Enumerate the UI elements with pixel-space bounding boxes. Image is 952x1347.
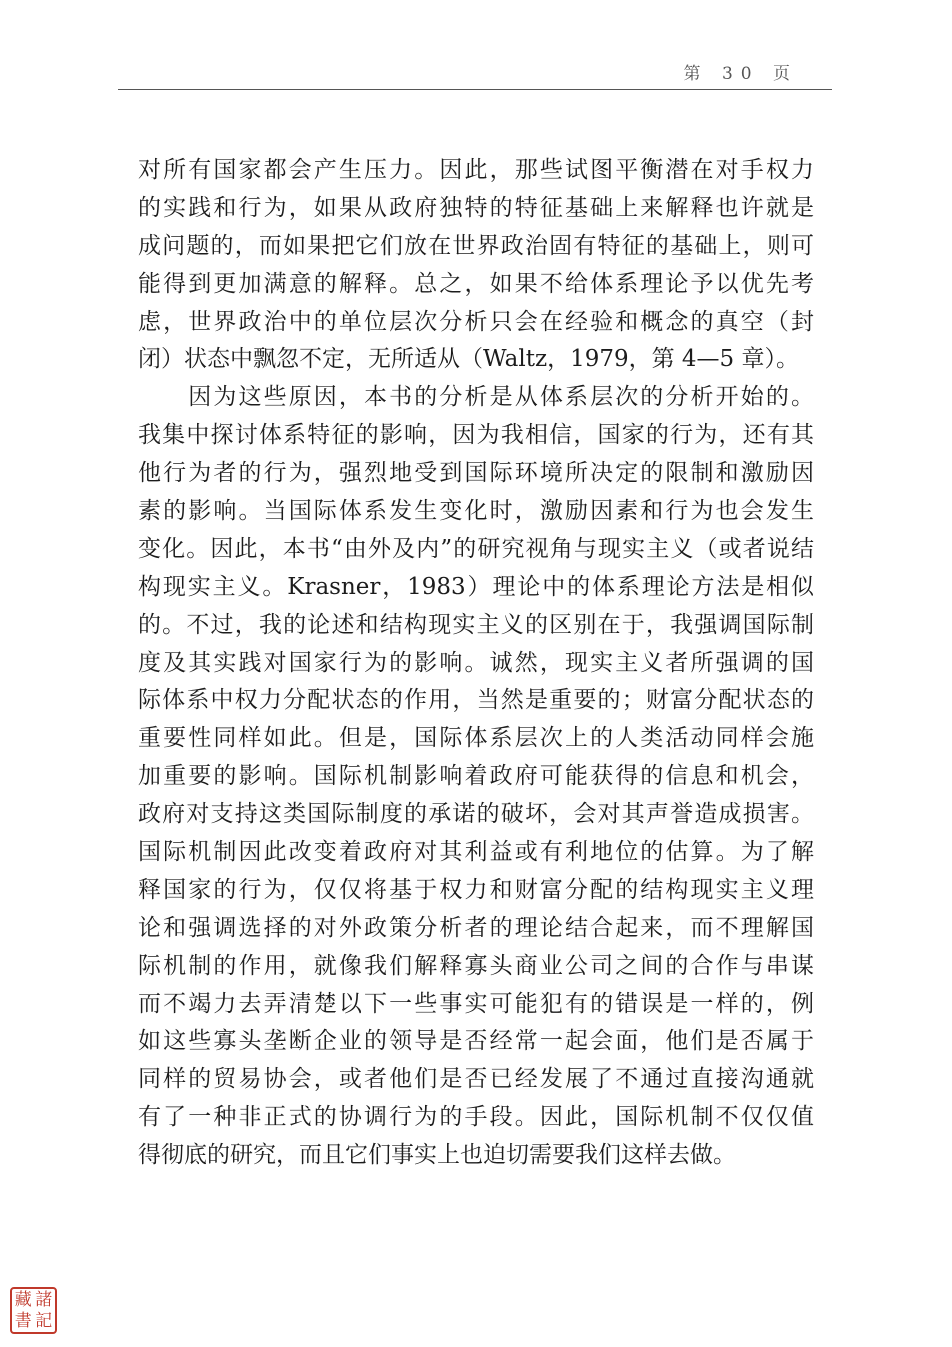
- seal-char: 諸: [35, 1290, 53, 1310]
- text-line: 得彻底的研究，而且它们事实上也迫切需要我们这样去做。: [138, 1142, 736, 1169]
- seal-char: 書: [14, 1310, 32, 1331]
- text-line: 的实践和行为，如果从政府独特的特征基础上来解释也许就是: [138, 194, 814, 221]
- text-line: 的。不过，我的论述和结构现实主义的区别在于，我强调国际制: [138, 611, 814, 638]
- text-line: 论和强调选择的对外政策分析者的理论结合起来，而不理解国: [138, 914, 814, 941]
- text-line: 如这些寡头垄断企业的领导是否经常一起会面，他们是否属于: [138, 1028, 814, 1055]
- text-line: 能得到更加满意的解释。总之，如果不给体系理论予以优先考: [138, 270, 814, 297]
- text-line: 度及其实践对国家行为的影响。诚然，现实主义者所强调的国: [138, 649, 814, 676]
- text-line: 而不竭力去弄清楚以下一些事实可能犯有的错误是一样的，例: [138, 990, 814, 1017]
- page-number: 第 30 页: [683, 64, 798, 84]
- text-line: 加重要的影响。国际机制影响着政府可能获得的信息和机会，: [138, 763, 814, 790]
- text-line: 构现实主义。Krasner，1983）理论中的体系理论方法是相似: [138, 573, 814, 600]
- text-line: 同样的贸易协会，或者他们是否已经发展了不通过直接沟通就: [138, 1066, 814, 1093]
- library-seal-stamp: [10, 1287, 57, 1334]
- text-line: 对所有国家都会产生压力。因此，那些试图平衡潜在对手权力: [138, 157, 814, 183]
- text-line: 闭）状态中飘忽不定，无所适从（Waltz，1979，第 4—5 章）。: [138, 346, 799, 373]
- seal-char: 藏: [14, 1290, 32, 1310]
- text-line: 虑，世界政治中的单位层次分析只会在经验和概念的真空（封: [138, 308, 814, 335]
- text-line: 政府对支持这类国际制度的承诺的破坏，会对其声誉造成损害。: [138, 801, 814, 828]
- text-line: 变化。因此，本书“由外及内”的研究视角与现实主义（或者说结: [138, 535, 814, 562]
- seal-char: 記: [35, 1310, 53, 1331]
- text-line: 成问题的，而如果把它们放在世界政治固有特征的基础上，则可: [138, 232, 814, 259]
- text-line: 他行为者的行为，强烈地受到国际环境所决定的限制和激励因: [138, 460, 814, 487]
- body-text: [138, 152, 814, 1175]
- text-line: 我集中探讨体系特征的影响，因为我相信，国家的行为，还有其: [138, 422, 814, 449]
- text-line: 释国家的行为，仅仅将基于权力和财富分配的结构现实主义理: [138, 876, 814, 903]
- page-header: [118, 52, 832, 90]
- text-line: 际机制的作用，就像我们解释寡头商业公司之间的合作与串谋: [138, 952, 814, 979]
- text-line: 素的影响。当国际体系发生变化时，激励因素和行为也会发生: [138, 498, 814, 525]
- text-line: 因为这些原因，本书的分析是从体系层次的分析开始的。: [138, 384, 814, 411]
- text-line: 际体系中权力分配状态的作用，当然是重要的；财富分配状态的: [138, 687, 814, 714]
- text-line: 有了一种非正式的协调行为的手段。因此，国际机制不仅仅值: [138, 1104, 814, 1131]
- text-line: 重要性同样如此。但是，国际体系层次上的人类活动同样会施: [138, 725, 814, 752]
- text-line: 国际机制因此改变着政府对其利益或有利地位的估算。为了解: [138, 839, 814, 866]
